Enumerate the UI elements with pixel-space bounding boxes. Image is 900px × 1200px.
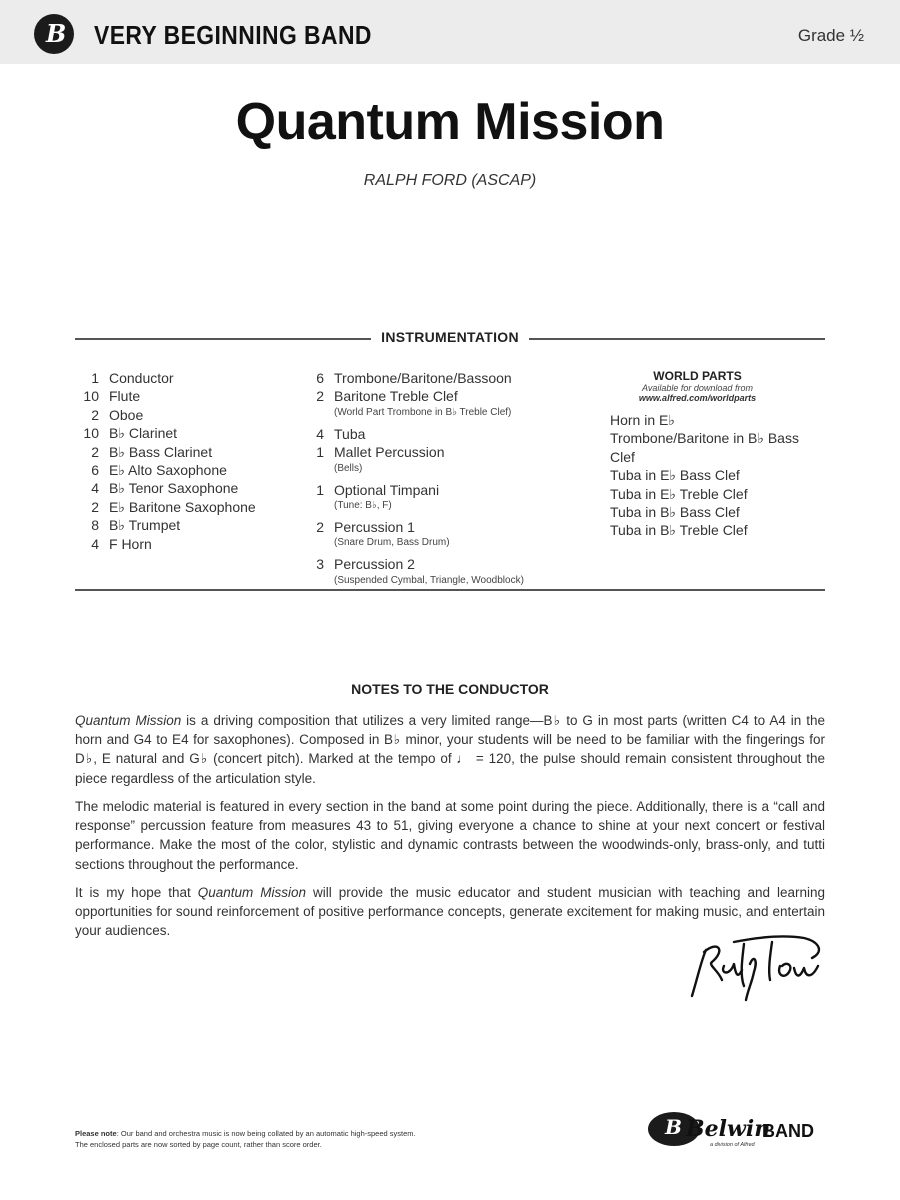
instrument-row bbox=[300, 369, 524, 387]
instrument-quantity: 4 bbox=[91, 535, 99, 552]
instrument-row bbox=[75, 406, 256, 424]
instrument-name: Trombone/Baritone/Bassoon bbox=[334, 370, 512, 386]
footnote-text: : Our band and orchestra music is now being collated by an automatic high-speed system. bbox=[116, 1129, 416, 1138]
instrument-quantity: 2 bbox=[91, 443, 99, 460]
world-parts-title: WORLD PARTS bbox=[653, 369, 742, 383]
instrument-quantity: 6 bbox=[316, 370, 324, 386]
piece-title: Quantum Mission bbox=[235, 93, 665, 151]
instrumentation-heading bbox=[0, 329, 900, 347]
instrument-quantity: 1 bbox=[316, 481, 324, 498]
instrument-quantity: 2 bbox=[316, 519, 324, 536]
belwin-band-logo bbox=[648, 1108, 828, 1154]
instrumentation-column-2 bbox=[300, 369, 524, 593]
instrument-row bbox=[75, 498, 256, 516]
world-parts-list bbox=[610, 411, 825, 540]
series-header-bar bbox=[0, 0, 900, 64]
piece-title-italic: Quantum Mission bbox=[197, 885, 306, 900]
instrument-quantity: 8 bbox=[91, 517, 99, 534]
instrument-row bbox=[300, 443, 524, 461]
notes-paragraph-3-text: will provide the music educator and student musician with teaching and learning opportunities for sound reinforcement of positive performance concepts, generate excitement for making music, and entertain your audiences. bbox=[75, 885, 825, 939]
instrument-row bbox=[300, 555, 524, 573]
instrument-quantity: 2 bbox=[91, 406, 99, 423]
instrument-row bbox=[75, 369, 256, 387]
instrument-quantity: 4 bbox=[91, 480, 99, 497]
instrument-quantity: 6 bbox=[91, 462, 99, 479]
world-parts-panel bbox=[610, 369, 825, 540]
instrument-row bbox=[75, 443, 256, 461]
instrument-name: Percussion 2 bbox=[334, 556, 415, 573]
instrument-quantity: 1 bbox=[91, 370, 99, 386]
instrument-row bbox=[300, 387, 524, 405]
composer-signature bbox=[684, 930, 829, 1005]
notes-heading: NOTES TO THE CONDUCTOR bbox=[351, 681, 549, 697]
composer-credit: RALPH FORD (ASCAP) bbox=[363, 172, 537, 189]
instrumentation-heading-text: INSTRUMENTATION bbox=[371, 329, 529, 345]
instrument-quantity: 2 bbox=[316, 388, 324, 405]
instrument-name: F Horn bbox=[109, 535, 152, 552]
instrument-name: E♭ Alto Saxophone bbox=[109, 462, 227, 479]
instrument-quantity: 10 bbox=[83, 388, 99, 405]
publisher-division: a division of Alfred bbox=[710, 1142, 755, 1148]
world-part-item: Tuba in E♭ Treble Clef bbox=[610, 485, 748, 502]
instrument-note: (World Part Trombone in B♭ Treble Clef) bbox=[334, 406, 512, 418]
publisher-name: Belwin bbox=[686, 1116, 771, 1142]
world-part-item: Tuba in E♭ Bass Clef bbox=[610, 467, 740, 484]
instrument-row bbox=[75, 461, 256, 479]
instrument-note: (Tune: B♭, F) bbox=[334, 500, 392, 512]
world-part-item: Tuba in B♭ Treble Clef bbox=[610, 522, 748, 539]
series-name: VERY BEGINNING BAND bbox=[94, 20, 372, 50]
instrumentation-column-1 bbox=[75, 369, 256, 553]
instrument-row bbox=[75, 387, 256, 405]
notes-paragraph-3-lead: It is my hope that bbox=[75, 885, 198, 900]
instrument-name: B♭ Bass Clarinet bbox=[109, 443, 213, 460]
instrument-quantity: 2 bbox=[91, 498, 99, 515]
instrument-row bbox=[300, 518, 524, 536]
instrument-name: Mallet Percussion bbox=[334, 444, 445, 461]
world-parts-subtitle: Available for download from bbox=[642, 383, 753, 393]
publisher-band: BAND bbox=[762, 1121, 814, 1141]
instrument-name: Percussion 1 bbox=[334, 519, 415, 536]
instrument-name: Optional Timpani bbox=[334, 481, 440, 498]
belwin-b-logo-icon bbox=[34, 14, 74, 54]
instrument-quantity: 3 bbox=[316, 556, 324, 573]
instrument-name: Conductor bbox=[109, 370, 174, 386]
instrument-row bbox=[75, 535, 256, 553]
instrument-quantity: 10 bbox=[83, 425, 99, 442]
notes-paragraph-1-text: is a driving composition that utilizes a very limited range—B♭ to G in most parts (written C4 to A4 in the horn and G4 to E4 for saxophones). Composed in B♭ minor, your students will be need to be familiar with the fingerings for D♭, E natural and G♭ (concert pitch). Marked at the tempo of ♩ = 120, the pulse should remain consistent throughout the piece regardless of the articulation style. bbox=[75, 713, 825, 786]
instrumentation-bottom-rule bbox=[75, 589, 825, 591]
instrument-row bbox=[75, 479, 256, 497]
world-part-item: Horn in E♭ bbox=[610, 412, 675, 428]
instrument-row bbox=[300, 425, 524, 443]
instrument-quantity: 1 bbox=[316, 444, 324, 461]
instrument-name: Oboe bbox=[109, 406, 144, 423]
instrument-note: (Bells) bbox=[334, 462, 363, 474]
instrument-row bbox=[75, 424, 256, 442]
notes-paragraph-1 bbox=[75, 711, 825, 788]
instrument-row bbox=[75, 516, 256, 534]
world-parts-url[interactable]: www.alfred.com/worldparts bbox=[638, 393, 757, 403]
instrument-note: (Snare Drum, Bass Drum) bbox=[334, 537, 450, 549]
grade-level: Grade ½ bbox=[797, 26, 864, 45]
notes-paragraph-2 bbox=[75, 797, 825, 874]
instrument-name: E♭ Baritone Saxophone bbox=[109, 498, 256, 515]
instrument-name: Flute bbox=[109, 388, 141, 405]
footnote-line-2: The enclosed parts are now sorted by page count, rather than score order. bbox=[75, 1140, 322, 1149]
instrument-name: Tuba bbox=[334, 425, 366, 442]
world-part-item: Trombone/Baritone in B♭ Bass Clef bbox=[610, 430, 799, 465]
world-part-item: Tuba in B♭ Bass Clef bbox=[610, 504, 740, 521]
instrument-name: B♭ Tenor Saxophone bbox=[109, 480, 239, 497]
piece-title-italic: Quantum Mission bbox=[75, 713, 182, 728]
instrument-note: (Suspended Cymbal, Triangle, Woodblock) bbox=[334, 574, 524, 586]
instrument-name: Baritone Treble Clef bbox=[334, 388, 458, 405]
collation-footnote bbox=[75, 1128, 416, 1150]
footnote-label: Please note bbox=[75, 1129, 117, 1138]
instrument-quantity: 4 bbox=[316, 425, 324, 442]
instrument-name: B♭ Clarinet bbox=[109, 425, 178, 442]
instrument-row bbox=[300, 481, 524, 499]
notes-paragraph-2-text: The melodic material is featured in every section in the band at some point during the piece. Additionally, there is a “call and response” percussion feature from measures 43 to 51, giving everyone a chance to shine at your next concert or festival performance. Make the most of the color, stylistic and dynamic contrasts between the woodwinds-only, brass-only, and tutti sections throughout the performance. bbox=[75, 799, 825, 872]
instrument-name: B♭ Trumpet bbox=[109, 517, 181, 534]
